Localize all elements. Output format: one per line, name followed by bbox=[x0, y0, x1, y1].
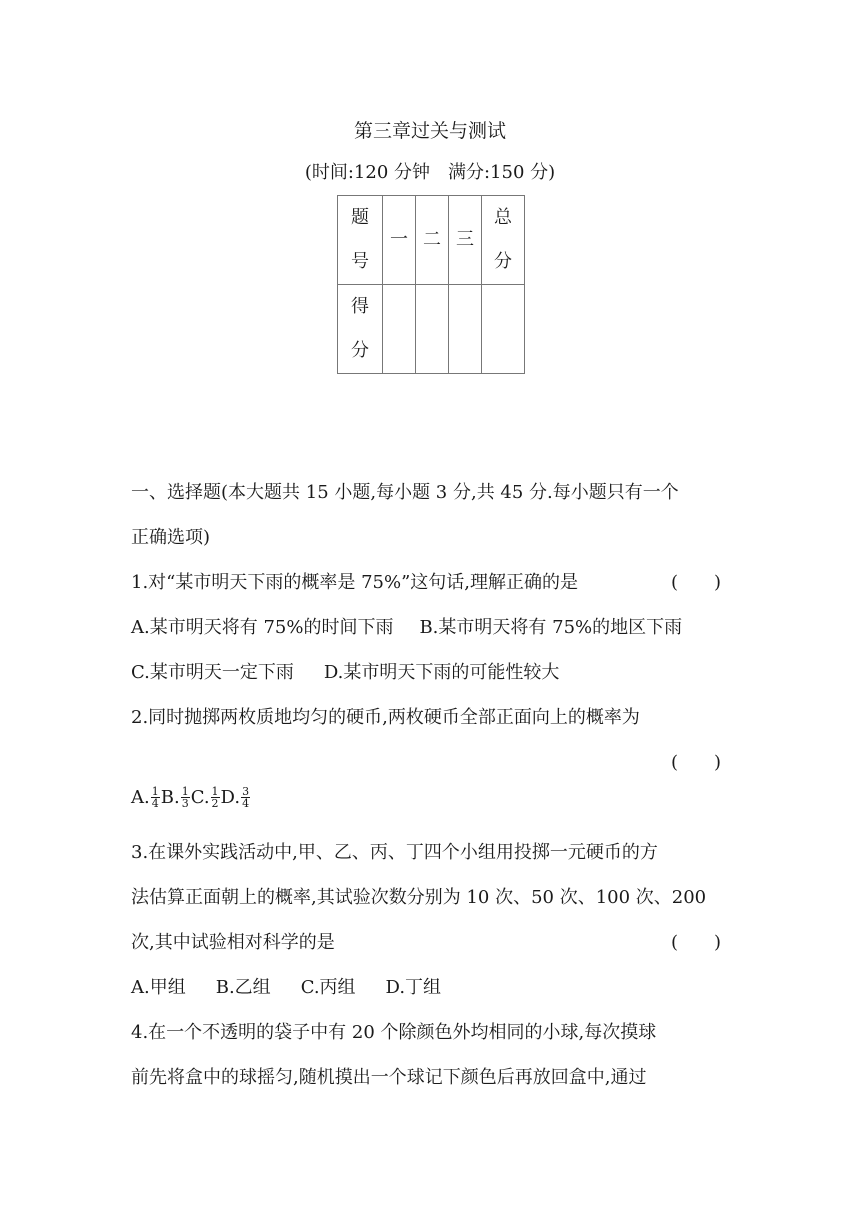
row-label-question-number: 题 号 bbox=[338, 196, 383, 285]
fraction: $\frac{1}{3}$ bbox=[181, 785, 189, 810]
question-1-options-ab bbox=[131, 613, 682, 639]
question-2-options bbox=[131, 786, 251, 809]
option-d[interactable]: D.丁组 bbox=[385, 977, 442, 998]
question-2-stem: 2.同时抛掷两枚质地均匀的硬币,两枚硬币全部正面向上的概率为 bbox=[131, 707, 640, 728]
fraction: $\frac{1}{2}$ bbox=[211, 785, 219, 810]
exam-info: (时间:120 分钟 满分:150 分) bbox=[304, 162, 556, 183]
question-3-options bbox=[131, 973, 441, 999]
score-cell-2[interactable] bbox=[416, 285, 449, 374]
column-header-3: 三 bbox=[449, 196, 482, 285]
question-1-stem: 1.对“某市明天下雨的概率是 75%”这句话,理解正确的是 bbox=[131, 572, 579, 593]
option-b[interactable]: B.乙组 bbox=[215, 977, 271, 998]
score-cell-1[interactable] bbox=[383, 285, 416, 374]
option-a[interactable]: A.某市明天将有 75%的时间下雨 bbox=[131, 617, 394, 638]
question-4-stem-line1: 4.在一个不透明的袋子中有 20 个除颜色外均相同的小球,每次摸球 bbox=[131, 1022, 657, 1043]
column-header-1: 一 bbox=[383, 196, 416, 285]
score-cell-3[interactable] bbox=[449, 285, 482, 374]
option-b[interactable]: B.某市明天将有 75%的地区下雨 bbox=[419, 617, 683, 638]
column-header-2: 二 bbox=[416, 196, 449, 285]
score-cell-total[interactable] bbox=[482, 285, 525, 374]
page-title: 第三章过关与测试 bbox=[353, 120, 506, 142]
question-1-options-cd bbox=[131, 658, 559, 684]
option-a[interactable]: A. $\frac{1}{4}$ bbox=[131, 785, 159, 810]
option-d[interactable]: D. $\frac{3}{4}$ bbox=[220, 785, 250, 810]
question-3-stem-line2: 法估算正面朝上的概率,其试验次数分别为 10 次、50 次、100 次、200 bbox=[131, 887, 707, 908]
fraction: $\frac{3}{4}$ bbox=[242, 785, 250, 810]
option-d[interactable]: D.某市明天下雨的可能性较大 bbox=[323, 662, 560, 683]
fraction: $\frac{1}{4}$ bbox=[151, 785, 159, 810]
score-table bbox=[337, 195, 525, 374]
column-header-total: 总 分 bbox=[482, 196, 525, 285]
question-4-stem-line2: 前先将盒中的球摇匀,随机摸出一个球记下颜色后再放回盒中,通过 bbox=[131, 1067, 647, 1088]
option-c[interactable]: C. $\frac{1}{2}$ bbox=[190, 785, 219, 810]
question-3-answer-bracket[interactable]: ( ) bbox=[671, 932, 722, 953]
option-c[interactable]: C.某市明天一定下雨 bbox=[131, 662, 294, 683]
option-c[interactable]: C.丙组 bbox=[300, 977, 356, 998]
option-b[interactable]: B. $\frac{1}{3}$ bbox=[160, 785, 189, 810]
question-2-answer-bracket[interactable]: ( ) bbox=[671, 752, 722, 773]
section-heading: 一、选择题(本大题共 15 小题,每小题 3 分,共 45 分.每小题只有一个 bbox=[131, 482, 679, 503]
option-a[interactable]: A.甲组 bbox=[131, 977, 186, 998]
row-label-score: 得 分 bbox=[338, 285, 383, 374]
question-3-stem-line1: 3.在课外实践活动中,甲、乙、丙、丁四个小组用投掷一元硬币的方 bbox=[131, 842, 658, 863]
question-1-answer-bracket[interactable]: ( ) bbox=[671, 572, 722, 593]
section-heading-cont: 正确选项) bbox=[131, 527, 211, 548]
question-3-stem-line3: 次,其中试验相对科学的是 bbox=[131, 932, 335, 953]
